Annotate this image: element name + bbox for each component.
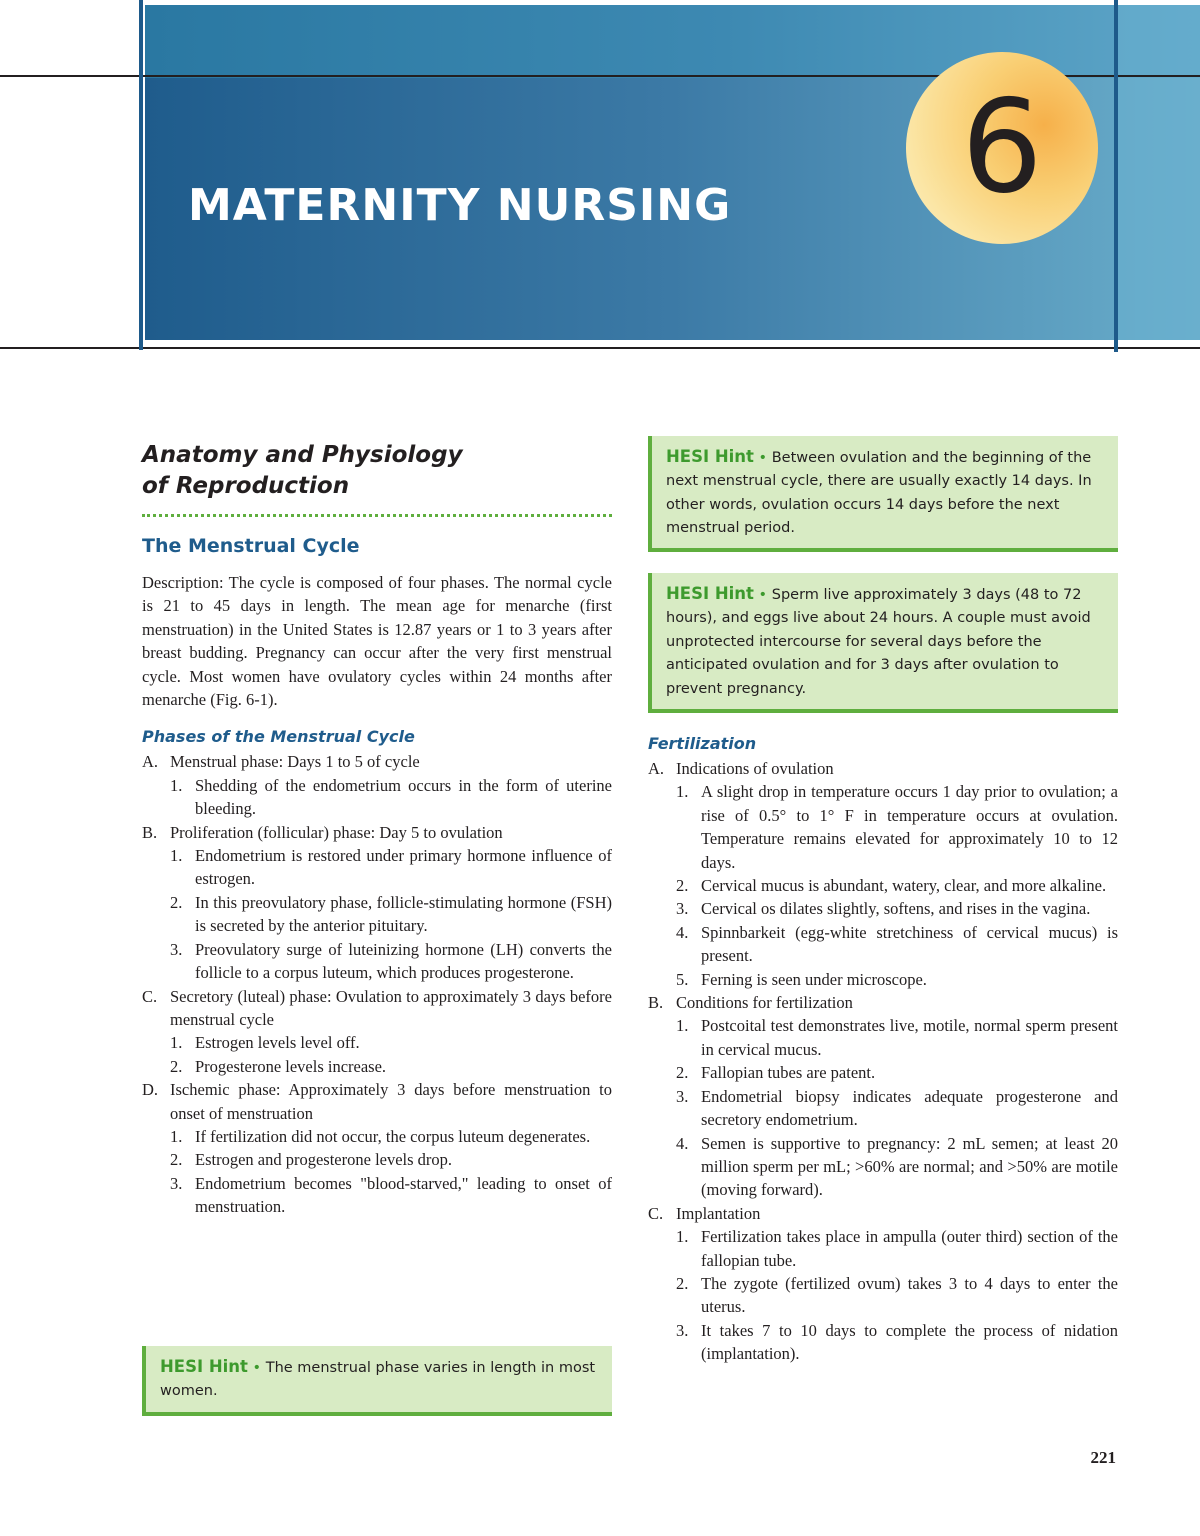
list-subitem <box>142 938 612 985</box>
list-subitem-text: Endometrial biopsy indicates adequate progesterone and secretory endometrium. <box>701 1086 1118 1130</box>
list-subitem <box>142 1125 612 1148</box>
list-subitem-marker: 1. <box>170 1033 183 1053</box>
list-subitem-text: Progesterone levels increase. <box>195 1056 387 1076</box>
list-subitem <box>648 874 1118 897</box>
section-heading-line2: of Reproduction <box>142 473 350 499</box>
hint-text: Between ovulation and the beginning of the next menstrual cycle, there are usually exactly 14 days. In other words, ovulation occurs 14 days before the next menstrual period. <box>666 450 1092 537</box>
list-item-text: Proliferation (follicular) phase: Day 5 to ovulation <box>170 822 503 842</box>
phases-heading: Phases of the Menstrual Cycle <box>142 727 415 747</box>
list-item-text: Conditions for fertilization <box>676 993 853 1013</box>
hint-label: HESI Hint <box>666 584 754 603</box>
description-paragraph: Description: The cycle is composed of four phases. The normal cycle is 21 to 45 days in length. The mean age for menarche (first menstruation) in the United States is 12.87 years or 1 to 3 years after breast budding. Pregnancy can occur after the very first menstrual cycle. Most women have ovulatory cycles within 24 months after menarche (Fig. 6-1). <box>142 573 612 710</box>
list-subitem-marker: 5. <box>676 969 689 989</box>
list-marker: A. <box>142 752 159 772</box>
list-marker: B. <box>648 993 664 1013</box>
list-subitem <box>648 1225 1118 1272</box>
list-subitem <box>142 1055 612 1078</box>
chapter-banner-right-strip <box>1118 5 1200 340</box>
list-subitem <box>648 1132 1118 1202</box>
list-item-text: Implantation <box>676 1203 761 1223</box>
hesi-hint-box <box>142 1346 612 1416</box>
list-subitem <box>648 1319 1118 1366</box>
list-item-text: Indications of ovulation <box>676 759 834 778</box>
list-item <box>142 821 612 844</box>
list-subitem-marker: 3. <box>676 899 689 919</box>
header-vertical-rule-left <box>139 0 143 350</box>
section-heading <box>142 440 612 502</box>
list-subitem-text: Preovulatory surge of luteinizing hormone (LH) converts the follicle to a corpus luteum, which produces progesterone. <box>195 939 612 983</box>
fertilization-list <box>648 757 1118 1366</box>
list-marker: C. <box>648 1203 664 1223</box>
list-subitem-marker: 1. <box>170 1126 183 1146</box>
list-item-text: Menstrual phase: Days 1 to 5 of cycle <box>170 752 420 772</box>
list-subitem-marker: 4. <box>676 922 689 942</box>
list-subitem-marker: 1. <box>170 775 183 795</box>
hint-separator: • <box>753 587 772 603</box>
list-subitem-text: A slight drop in temperature occurs 1 day prior to ovulation; a rise of 0.5° to 1° F in temperature occurs at ovulation. Temperature remains elevated for approximately 10 to 12 days. <box>701 782 1118 872</box>
hint-label: HESI Hint <box>160 1357 248 1376</box>
list-item-text: Ischemic phase: Approximately 3 days before menstruation to onset of menstruation <box>170 1080 612 1123</box>
list-subitem-marker: 2. <box>676 1063 689 1083</box>
list-subitem <box>142 891 612 938</box>
list-subitem-marker: 1. <box>676 1227 689 1247</box>
list-subitem-text: Postcoital test demonstrates live, motile, normal sperm present in cervical mucus. <box>701 1016 1118 1059</box>
list-item <box>142 1078 612 1125</box>
hesi-hint-box <box>648 573 1118 713</box>
header-rule-bottom <box>0 347 1200 349</box>
list-subitem-marker: 2. <box>676 876 689 896</box>
list-subitem-text: Cervical mucus is abundant, watery, clear, and more alkaline. <box>701 876 1107 896</box>
hint-text: Sperm live approximately 3 days (48 to 72 hours), and eggs live about 24 hours. A couple must avoid unprotected intercourse for several days before the anticipated ovulation and for 3 days after ovulation to prevent pregnancy. <box>666 587 1091 697</box>
list-item <box>142 750 612 773</box>
list-subitem <box>142 774 612 821</box>
list-subitem <box>648 1061 1118 1084</box>
list-subitem <box>142 1031 612 1054</box>
list-marker: B. <box>142 822 158 842</box>
list-subitem <box>142 1148 612 1171</box>
page-number: 221 <box>1090 1448 1116 1467</box>
right-column <box>648 724 1118 1366</box>
list-marker: D. <box>142 1080 159 1100</box>
list-subitem-marker: 1. <box>170 846 183 866</box>
list-subitem-text: Spinnbarkeit (egg-white stretchiness of cervical mucus) is present. <box>701 922 1118 966</box>
list-subitem <box>648 897 1118 920</box>
list-subitem-marker: 4. <box>676 1133 689 1153</box>
list-subitem-marker: 3. <box>676 1086 689 1106</box>
list-subitem <box>648 1272 1118 1319</box>
list-subitem-text: Ferning is seen under microscope. <box>701 969 927 989</box>
list-subitem <box>648 780 1118 874</box>
fertilization-heading: Fertilization <box>648 734 757 753</box>
list-subitem-marker: 3. <box>676 1320 689 1340</box>
list-marker: C. <box>142 986 158 1006</box>
list-subitem-marker: 2. <box>170 1056 183 1076</box>
list-item-text: Secretory (luteal) phase: Ovulation to approximately 3 days before menstrual cycle <box>170 986 612 1029</box>
header-vertical-rule-right <box>1114 0 1118 352</box>
list-subitem <box>648 968 1118 991</box>
phases-list <box>142 750 612 1218</box>
list-item <box>648 991 1118 1014</box>
list-subitem <box>648 921 1118 968</box>
left-column <box>142 440 612 1219</box>
list-subitem-text: It takes 7 to 10 days to complete the process of nidation (implantation). <box>701 1320 1118 1364</box>
list-subitem-marker: 1. <box>676 1016 689 1036</box>
section-divider <box>142 514 612 517</box>
list-marker: A. <box>648 759 665 778</box>
list-subitem <box>648 1014 1118 1061</box>
hint-separator: • <box>247 1360 266 1376</box>
list-subitem-text: Shedding of the endometrium occurs in the form of uterine bleeding. <box>195 775 612 819</box>
list-subitem-marker: 3. <box>170 1173 183 1193</box>
list-subitem-marker: 2. <box>676 1273 689 1293</box>
list-subitem-marker: 2. <box>170 1150 183 1170</box>
chapter-title: MATERNITY NURSING <box>188 180 732 231</box>
section-heading-line1: Anatomy and Physiology <box>142 442 463 468</box>
subsection-heading: The Menstrual Cycle <box>142 535 360 557</box>
list-item <box>648 757 1118 780</box>
hint-text: The menstrual phase varies in length in most women. <box>160 1360 596 1400</box>
hint-separator: • <box>753 450 772 466</box>
list-subitem-text: The zygote (fertilized ovum) takes 3 to 4 days to enter the uterus. <box>701 1273 1118 1317</box>
list-subitem-marker: 3. <box>170 939 183 959</box>
hint-label: HESI Hint <box>666 447 754 466</box>
list-subitem <box>142 844 612 891</box>
list-subitem-text: Cervical os dilates slightly, softens, and rises in the vagina. <box>701 899 1091 919</box>
list-subitem <box>142 1172 612 1219</box>
list-subitem-text: Endometrium is restored under primary hormone influence of estrogen. <box>195 846 612 889</box>
list-subitem-text: Fallopian tubes are patent. <box>701 1063 876 1083</box>
list-subitem-text: In this preovulatory phase, follicle-stimulating hormone (FSH) is secreted by the anterior pituitary. <box>195 892 612 936</box>
list-subitem-text: Semen is supportive to pregnancy: 2 mL semen; at least 20 million sperm per mL; >60% are normal; and >50% are motile (moving forward). <box>701 1133 1118 1200</box>
list-subitem-text: Estrogen levels level off. <box>195 1033 360 1053</box>
hesi-hint-box <box>648 436 1118 552</box>
list-subitem-text: Estrogen and progesterone levels drop. <box>195 1150 453 1170</box>
list-item <box>648 1202 1118 1225</box>
chapter-number: 6 <box>961 73 1043 222</box>
list-item <box>142 985 612 1032</box>
list-subitem-text: If fertilization did not occur, the corpus luteum degenerates. <box>195 1126 591 1146</box>
list-subitem-text: Fertilization takes place in ampulla (outer third) section of the fallopian tube. <box>701 1227 1118 1270</box>
list-subitem-text: Endometrium becomes "blood-starved," leading to onset of menstruation. <box>195 1173 612 1217</box>
list-subitem-marker: 1. <box>676 782 689 802</box>
list-subitem-marker: 2. <box>170 892 183 912</box>
list-subitem <box>648 1085 1118 1132</box>
